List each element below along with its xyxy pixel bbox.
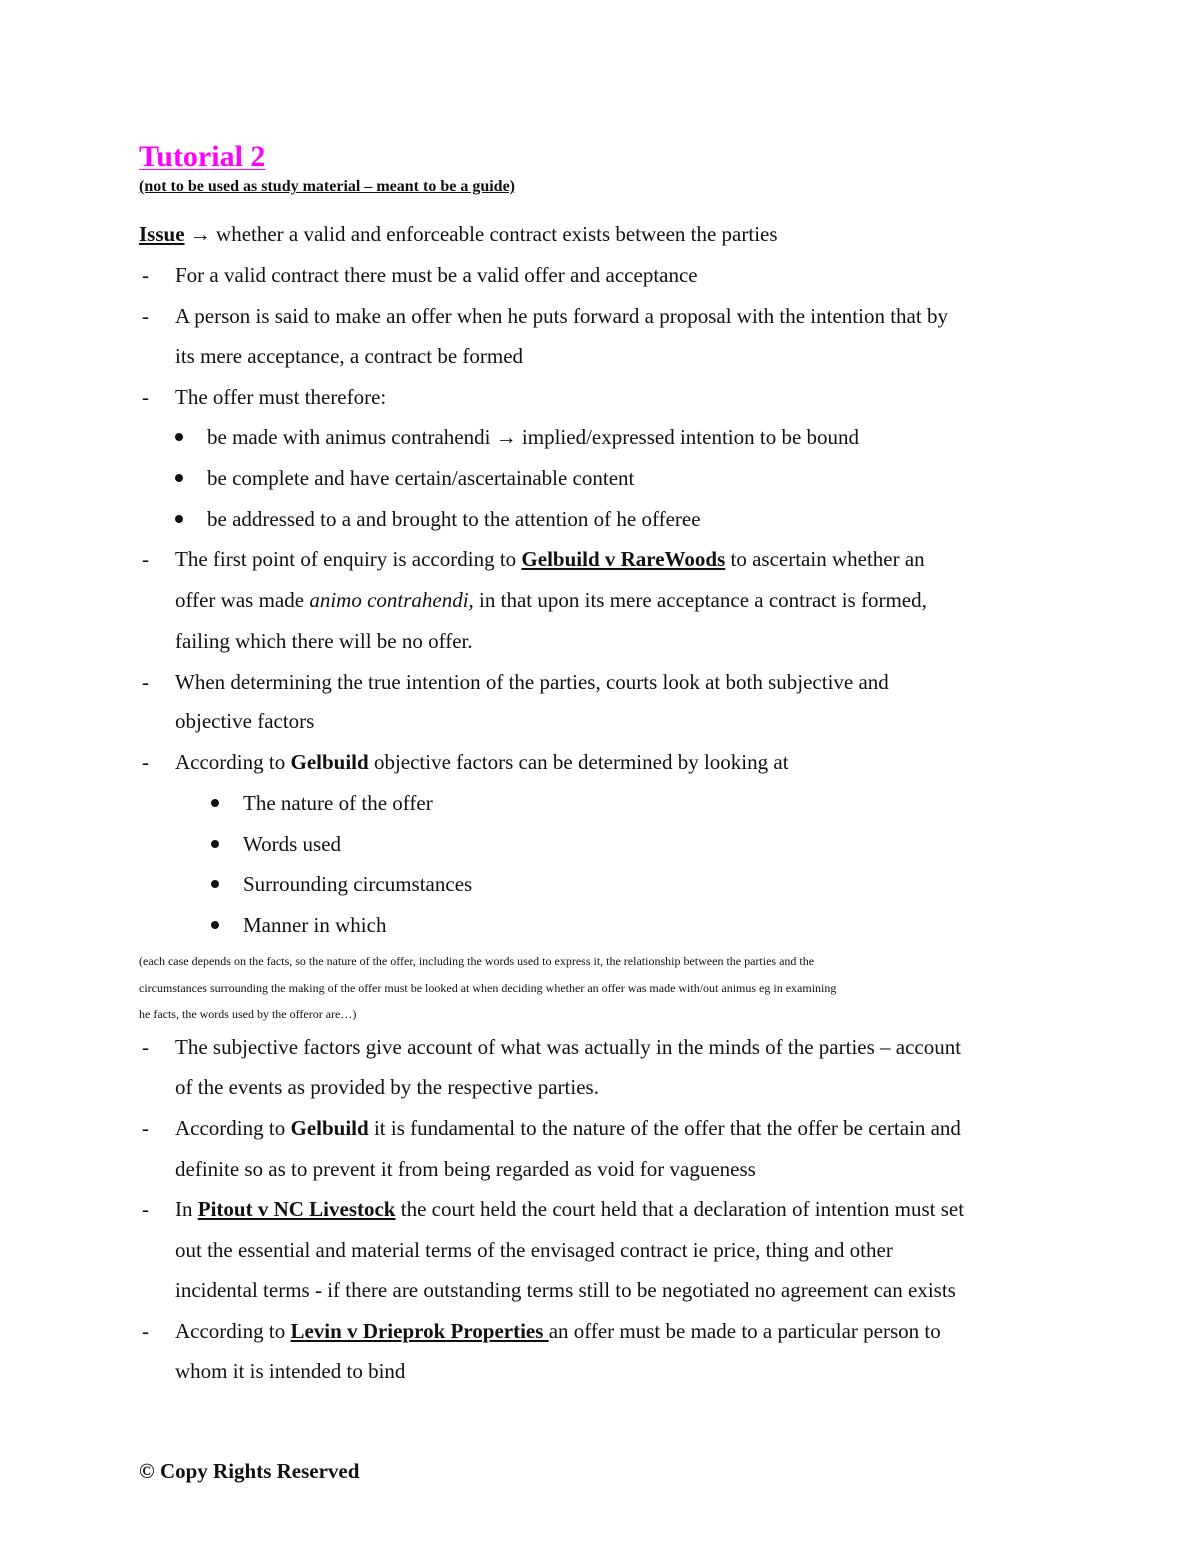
text-run: The first point of enquiry is according to: [175, 547, 522, 571]
dash-marker: -: [142, 547, 149, 571]
dash-marker: -: [142, 1319, 149, 1343]
point-pitout-line3: incidental terms - if there are outstanding terms still to be negotiated no agreement can exists: [175, 1278, 956, 1302]
text-run: In: [175, 1197, 198, 1221]
point-pitout-line2: out the essential and material terms of the envisaged contract ie price, thing and other: [175, 1238, 893, 1262]
case-gelbuild: Gelbuild: [290, 1116, 369, 1140]
dash-marker: -: [142, 750, 149, 774]
bullet-dot: [211, 880, 219, 888]
note-line3: he facts, the words used by the offeror are…): [139, 1007, 357, 1021]
point-valid-contract: For a valid contract there must be a valid offer and acceptance: [175, 263, 698, 287]
list-item-requirement: be made with animus contrahendi → implied/expressed intention to be bound: [207, 425, 860, 449]
note-line1: (each case depends on the facts, so the nature of the offer, including the words used to express it, the relationship between the parties and the: [139, 954, 815, 968]
point-offer-definition-line1: A person is said to make an offer when he puts forward a proposal with the intention that by: [175, 304, 948, 328]
text-run: According to: [175, 750, 291, 774]
case-gelbuild-rarewoods: Gelbuild v RareWoods: [521, 547, 726, 571]
bullet-dot: [175, 433, 183, 441]
point-certainty-line1: [175, 1114, 961, 1142]
point-true-intention-line1: When determining the true intention of the parties, courts look at both subjective and: [175, 670, 889, 694]
list-item-factor: Surrounding circumstances: [243, 872, 473, 896]
page-title: Tutorial 2: [139, 140, 266, 173]
dash-marker: -: [142, 1035, 149, 1059]
dash-marker: -: [142, 1197, 149, 1221]
text-run: According to: [175, 1319, 291, 1343]
text-run: in that upon its mere acceptance a contract is formed,: [473, 588, 927, 612]
subtitle-disclaimer: (not to be used as study material – meant to be a guide): [139, 178, 515, 195]
text-run: an offer must be made to a particular person to: [548, 1319, 941, 1343]
copyright-footer: © Copy Rights Reserved: [139, 1459, 360, 1483]
case-levin: Levin v Drieprok Properties: [290, 1319, 549, 1343]
point-objective-factors: [175, 748, 789, 776]
point-first-enquiry-line2: [175, 586, 927, 614]
list-item-factor: The nature of the offer: [243, 791, 433, 815]
point-subjective-line1: The subjective factors give account of what was actually in the minds of the parties – account: [175, 1035, 962, 1059]
dash-marker: -: [142, 263, 149, 287]
dash-marker: -: [142, 670, 149, 694]
text-run: it is fundamental to the nature of the offer that the offer be certain and: [368, 1116, 961, 1140]
point-true-intention-line2: objective factors: [175, 709, 315, 733]
note-line2: circumstances surrounding the making of the offer must be looked at when deciding whether an offer was made with/out animus eg in examining: [139, 981, 837, 995]
point-levin-line1: [175, 1317, 941, 1345]
bullet-dot: [175, 474, 183, 482]
point-first-enquiry-line1: [175, 545, 925, 573]
issue-line: [139, 220, 778, 248]
point-pitout-line1: [175, 1195, 964, 1223]
point-subjective-line2: of the events as provided by the respective parties.: [175, 1075, 599, 1099]
text-run: the court held the court held that a declaration of intention must set: [395, 1197, 965, 1221]
text-run: According to: [175, 1116, 291, 1140]
issue-label: Issue: [139, 222, 185, 246]
bullet-dot: [211, 921, 219, 929]
bullet-dot: [211, 799, 219, 807]
text-run: objective factors can be determined by looking at: [368, 750, 789, 774]
dash-marker: -: [142, 304, 149, 328]
point-certainty-line2: definite so as to prevent it from being regarded as void for vagueness: [175, 1157, 756, 1181]
point-offer-must: The offer must therefore:: [175, 385, 387, 409]
text-run: to ascertain whether an: [725, 547, 925, 571]
point-levin-line2: whom it is intended to bind: [175, 1359, 406, 1383]
bullet-dot: [175, 515, 183, 523]
case-pitout: Pitout v NC Livestock: [197, 1197, 396, 1221]
list-item-requirement: be addressed to a and brought to the attention of he offeree: [207, 507, 701, 531]
case-gelbuild: Gelbuild: [290, 750, 369, 774]
point-first-enquiry-line3: failing which there will be no offer.: [175, 629, 473, 653]
list-item-requirement: be complete and have certain/ascertainable content: [207, 466, 635, 490]
list-item-factor: Words used: [243, 832, 342, 856]
list-item-factor: Manner in which: [243, 913, 387, 937]
issue-text: → whether a valid and enforceable contract exists between the parties: [184, 222, 778, 246]
latin-term: animo contrahendi,: [309, 588, 474, 612]
text-run: offer was made: [175, 588, 310, 612]
point-offer-definition-line2: its mere acceptance, a contract be formed: [175, 344, 524, 368]
dash-marker: -: [142, 1116, 149, 1140]
bullet-dot: [211, 840, 219, 848]
dash-marker: -: [142, 385, 149, 409]
